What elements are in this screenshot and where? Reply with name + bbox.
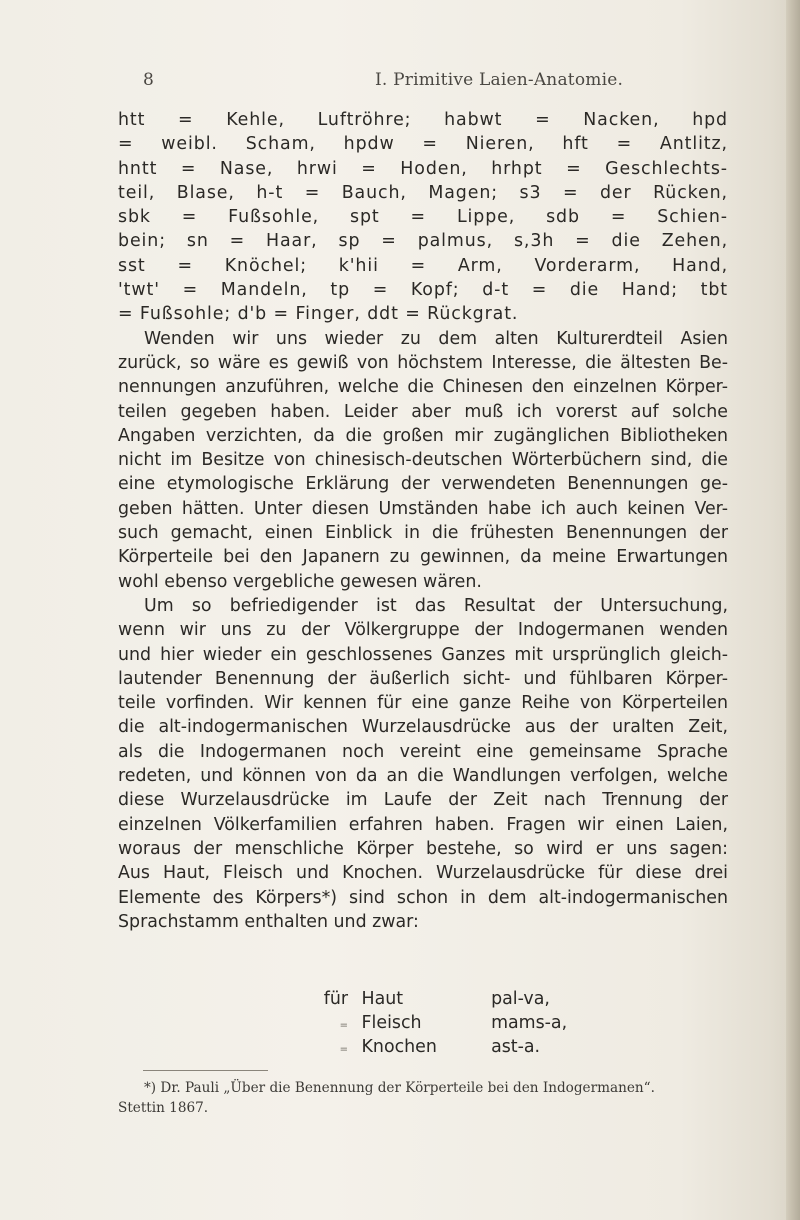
paragraph-line: diese Wurzelausdrücke im Laufe der Zeit nach Trennung der [118, 790, 728, 811]
element-term: Haut [361, 989, 404, 1009]
glossary-block [118, 108, 728, 327]
paragraph-line: einzelnen Völkerfamilien erfahren haben. Fragen wir einen Laien, [118, 814, 728, 835]
page-header [143, 70, 743, 100]
paragraph-line: Angaben verzichten, da die großen mir zugänglichen Bibliotheken [118, 425, 728, 446]
element-row-knochen [316, 1035, 567, 1059]
paragraph-line: Körperteile bei den Japanern zu gewinnen, da meine Erwartungen [118, 547, 728, 568]
running-title: I. Primitive Laien-Anatomie. [375, 70, 624, 90]
element-root: mams-a, [491, 1013, 568, 1033]
paragraph-line: Um so befriedigender ist das Resultat der Untersuchung, [144, 595, 728, 616]
paragraph-line: geben hätten. Unter diesen Umständen habe ich auch keinen Ver- [118, 498, 728, 519]
paragraph-line: wenn wir uns zu der Völkergruppe der Indogermanen wenden [118, 620, 728, 641]
glossary-line: = Fußsohle; d'b = Finger, ddt = Rückgrat. [118, 304, 519, 325]
paragraph-line: Sprachstamm enthalten und zwar: [118, 911, 419, 932]
footnote-divider [143, 1070, 268, 1071]
glossary-line: sst = Knöchel; k'hii = Arm, Vorderarm, Hand, [118, 255, 728, 276]
element-prefix: für [323, 989, 348, 1009]
page-number: 8 [143, 70, 154, 90]
paragraph-line: such gemacht, einen Einblick in die frühesten Benennungen der [118, 523, 728, 544]
paragraph-line: redeten, und können von da an die Wandlungen verfolgen, welche [118, 766, 728, 787]
paragraph-line: die alt-indogermanischen Wurzelausdrücke aus der uralten Zeit, [118, 717, 728, 738]
body-text [118, 108, 728, 934]
element-term: Knochen [361, 1037, 437, 1057]
glossary-line: hntt = Nase, hrwi = Hoden, hrhpt = Geschlechts- [118, 158, 728, 179]
paragraph-line: Aus Haut, Fleisch und Knochen. Wurzelausdrücke für diese drei [118, 863, 728, 884]
glossary-line: htt = Kehle, Luftröhre; habwt = Nacken, hpd [118, 110, 728, 130]
glossary-line: teil, Blase, h-t = Bauch, Magen; s3 = der Rücken, [118, 182, 728, 203]
element-root: ast-a. [491, 1037, 541, 1057]
paragraph-indogermanen [118, 594, 728, 934]
glossary-line: = weibl. Scham, hpdw = Nieren, hft = Antlitz, [118, 134, 728, 155]
glossary-line: 'twt' = Mandeln, tp = Kopf; d-t = die Hand; tbt [118, 280, 728, 301]
footnote [118, 1078, 728, 1118]
paragraph-line: als die Indogermanen noch vereint eine gemeinsame Sprache [118, 741, 728, 762]
element-row-fleisch [316, 1011, 567, 1035]
ditto-mark: = [339, 1044, 348, 1055]
glossary-line: sbk = Fußsohle, spt = Lippe, sdb = Schien- [118, 207, 728, 228]
element-term: Fleisch [361, 1013, 422, 1033]
paragraph-line: nennungen anzuführen, welche die Chinesen den einzelnen Körper- [118, 377, 728, 398]
book-gutter-edge [786, 0, 800, 1220]
ditto-mark: = [339, 1020, 348, 1031]
footnote-citation: *) Dr. Pauli „Über die Benennung der Körperteile bei den Indogermanen“. [144, 1080, 655, 1096]
paragraph-line: teile vorfinden. Wir kennen für eine ganze Reihe von Körperteilen [118, 693, 728, 714]
paragraph-line: lautender Benennung der äußerlich sicht- und fühlbaren Körper- [118, 668, 728, 689]
glossary-line: bein; sn = Haar, sp = palmus, s,3h = die Zehen, [118, 231, 728, 252]
paragraph-line: und hier wieder ein geschlossenes Ganzes mit ursprünglich gleich- [118, 644, 728, 665]
paragraph-line: Elemente des Körpers*) sind schon in dem alt-indogermanischen [118, 887, 728, 908]
element-root-list [316, 987, 567, 1059]
paragraph-line: wohl ebenso vergebliche gewesen wären. [118, 571, 482, 592]
paragraph-line: woraus der menschliche Körper bestehe, so wird er uns sagen: [118, 838, 728, 859]
element-root: pal-va, [491, 989, 550, 1009]
footnote-place-year: Stettin 1867. [118, 1100, 209, 1116]
paragraph-line: zurück, so wäre es gewiß von höchstem Interesse, die ältesten Be- [118, 352, 728, 373]
element-row-haut [316, 987, 567, 1011]
paragraph-line: eine etymologische Erklärung der verwendeten Benennungen ge- [118, 474, 728, 495]
paragraph-line: nicht im Besitze von chinesisch-deutschen Wörterbüchern sind, die [118, 450, 728, 471]
paragraph-asia [118, 327, 728, 594]
paragraph-line: teilen gegeben haben. Leider aber muß ich vorerst auf solche [118, 401, 728, 422]
paragraph-line: Wenden wir uns wieder zu dem alten Kulturerdteil Asien [144, 328, 728, 349]
